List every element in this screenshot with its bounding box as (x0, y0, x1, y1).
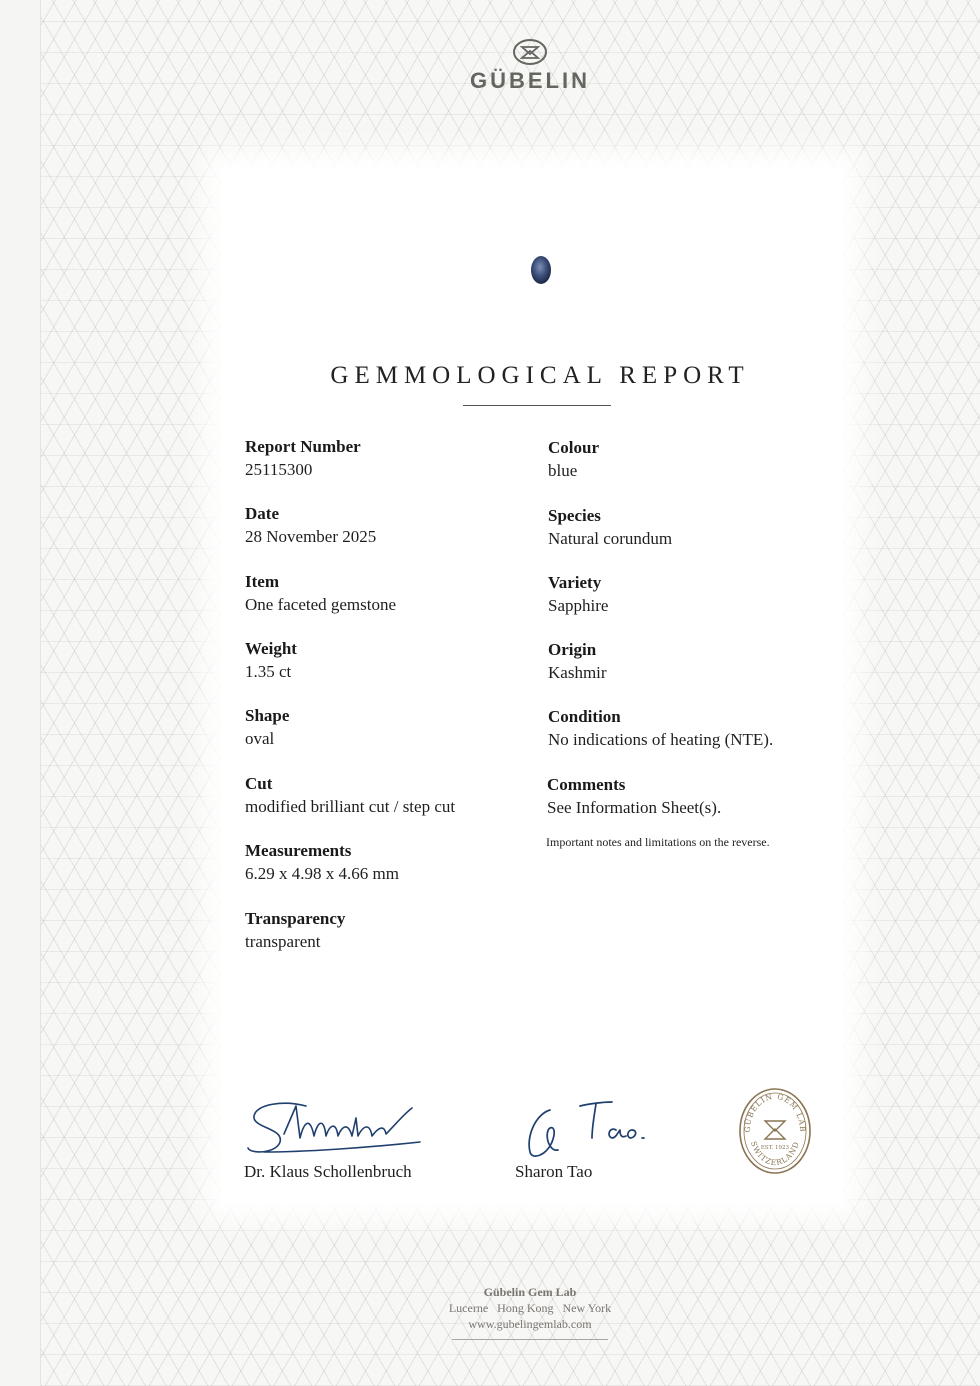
field-variety (548, 572, 848, 618)
signature-tao-icon (520, 1100, 660, 1162)
field-colour (548, 437, 848, 483)
field-report-number (245, 436, 545, 482)
field-value: 1.35 ct (245, 662, 292, 681)
footer-divider (452, 1339, 608, 1340)
page-edge (0, 0, 41, 1386)
field-value: 28 November 2025 (245, 527, 377, 546)
seal-text-bottom: SWITZERLAND (749, 1140, 802, 1168)
field-label: Date (245, 504, 279, 523)
signatory-2-name: Sharon Tao (515, 1162, 593, 1181)
field-item (245, 571, 545, 617)
field-comments (547, 774, 847, 820)
field-date (245, 503, 545, 549)
field-label: Species (548, 506, 601, 525)
field-value: blue (548, 461, 578, 480)
field-label: Transparency (245, 909, 346, 928)
field-value: Kashmir (548, 663, 607, 682)
field-label: Colour (548, 438, 599, 457)
field-label: Comments (547, 775, 626, 794)
field-value: Sapphire (548, 596, 609, 615)
title-divider (463, 405, 611, 406)
field-label: Shape (245, 706, 290, 725)
gubelin-logo-icon (512, 38, 548, 66)
field-value: One faceted gemstone (245, 595, 397, 614)
report-panel (222, 168, 842, 1203)
gem-lab-seal-icon (738, 1087, 812, 1175)
field-value: Natural corundum (548, 529, 673, 548)
signatory-1-name: Dr. Klaus Schollenbruch (244, 1162, 412, 1181)
footer-url: www.gubelingemlab.com (468, 1317, 592, 1331)
footer (430, 1284, 630, 1332)
seal-text-top: GÜBELIN GEM LAB (742, 1091, 808, 1133)
field-label: Item (245, 572, 279, 591)
field-measurements (245, 840, 545, 886)
footer-lab: Gübelin Gem Lab (483, 1285, 577, 1299)
field-label: Measurements (245, 841, 352, 860)
field-species (548, 505, 848, 551)
report-title: GEMMOLOGICAL REPORT (330, 362, 750, 389)
reverse-note: Important notes and limitations on the reverse. (546, 835, 770, 849)
field-value: No indications of heating (NTE). (548, 730, 774, 749)
footer-cities: Lucerne Hong Kong New York (448, 1301, 612, 1315)
field-label: Cut (245, 774, 273, 793)
field-label: Variety (548, 573, 602, 592)
field-weight (245, 638, 545, 684)
field-value: oval (245, 729, 275, 748)
field-label: Weight (245, 639, 297, 658)
field-label: Origin (548, 640, 597, 659)
field-value: transparent (245, 932, 321, 951)
field-value: 6.29 x 4.98 x 4.66 mm (245, 864, 399, 883)
signature-schollenbruch-icon (244, 1098, 424, 1160)
brand-header (430, 38, 630, 94)
field-condition (548, 706, 848, 752)
sapphire-photo-icon (530, 255, 552, 285)
brand-name: GÜBELIN (470, 68, 590, 93)
field-origin (548, 639, 848, 685)
field-value: 25115300 (245, 460, 313, 479)
field-label: Condition (548, 707, 621, 726)
field-shape (245, 705, 545, 751)
field-label: Report Number (245, 437, 361, 456)
field-value: See Information Sheet(s). (547, 798, 722, 817)
field-transparency (245, 908, 545, 954)
seal-est: EST. 1923 (760, 1145, 790, 1151)
field-cut (245, 773, 545, 819)
field-value: modified brilliant cut / step cut (245, 797, 456, 816)
